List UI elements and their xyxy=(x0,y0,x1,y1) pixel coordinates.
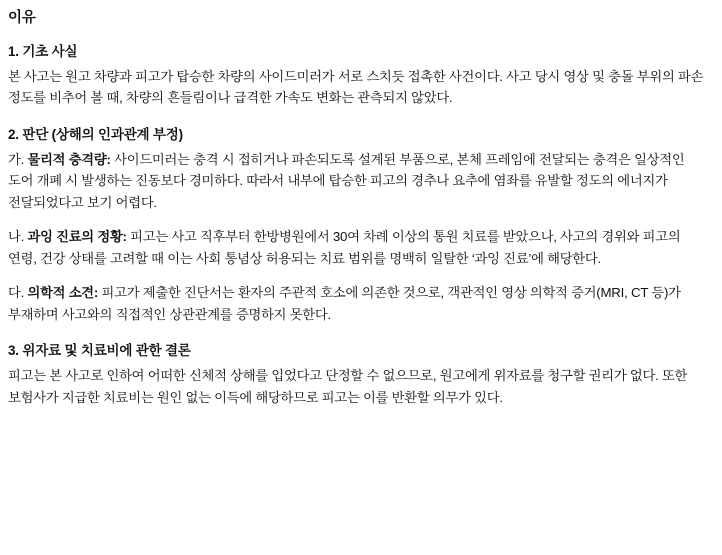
paragraph-prefix: 가. xyxy=(8,151,28,167)
section-heading: 3. 위자료 및 치료비에 관한 결론 xyxy=(8,343,191,359)
paragraph-prefix: 다. xyxy=(8,285,28,301)
paragraph-lead: 의학적 소견: xyxy=(27,285,99,301)
paragraph-prefix: 나. xyxy=(8,229,28,245)
document-section xyxy=(8,341,712,408)
paragraph-lead: 물리적 충격량: xyxy=(27,151,111,167)
paragraph xyxy=(8,149,712,214)
paragraph xyxy=(8,282,712,325)
paragraph-text: 사이드미러는 충격 시 접히거나 파손되도록 설계된 부품으로, 본체 프레임에 전달되는 충격은 일상적인 도어 개폐 시 발생하는 진동보다 경미하다. 따라서 내부에 탑승한 피고의 경추나 요추에 염좌를 유발할 정도의 에너지가 전달되었다고 보기 어렵다. xyxy=(8,151,685,210)
document-section xyxy=(8,125,712,326)
sub-paragraph-block xyxy=(8,226,712,269)
paragraph-lead: 과잉 진료의 정황: xyxy=(27,229,127,245)
section-heading: 2. 판단 (상해의 인과관계 부정) xyxy=(8,126,183,142)
page-title: 이유 xyxy=(8,10,36,26)
paragraph-text: 피고는 사고 직후부터 한방병원에서 30여 차례 이상의 통원 치료를 받았으나, 사고의 경위와 피고의 연령, 건강 상태를 고려할 때 이는 사회 통념상 허용되는 치료 범위를 명백히 일탈한 ‘과잉 진료’에 해당한다. xyxy=(8,229,681,266)
paragraph: 피고는 본 사고로 인하여 어떠한 신체적 상해를 입었다고 단정할 수 없으므로, 원고에게 위자료를 청구할 권리가 없다. 또한 보험사가 지급한 치료비는 원인 없는 이득에 해당하므로 피고는 이를 반환할 의무가 있다. xyxy=(8,368,688,405)
sub-paragraph-block xyxy=(8,149,712,214)
sub-paragraph-block xyxy=(8,282,712,325)
paragraph: 본 사고는 원고 차량과 피고가 탑승한 차량의 사이드미러가 서로 스치듯 접촉한 사건이다. 사고 당시 영상 및 충돌 부위의 파손 정도를 비추어 볼 때, 차량의 흔들림이나 급격한 가속도 변화는 관측되지 않았다. xyxy=(8,68,704,106)
section-heading: 1. 기초 사실 xyxy=(8,43,78,59)
paragraph-text: 피고가 제출한 진단서는 환자의 주관적 호소에 의존한 것으로, 객관적인 영상 의학적 증거(MRI, CT 등)가 부재하며 사고와의 직접적인 상관관계를 증명하지 못한다. xyxy=(8,285,681,322)
document-section xyxy=(8,42,712,109)
paragraph xyxy=(8,226,712,269)
